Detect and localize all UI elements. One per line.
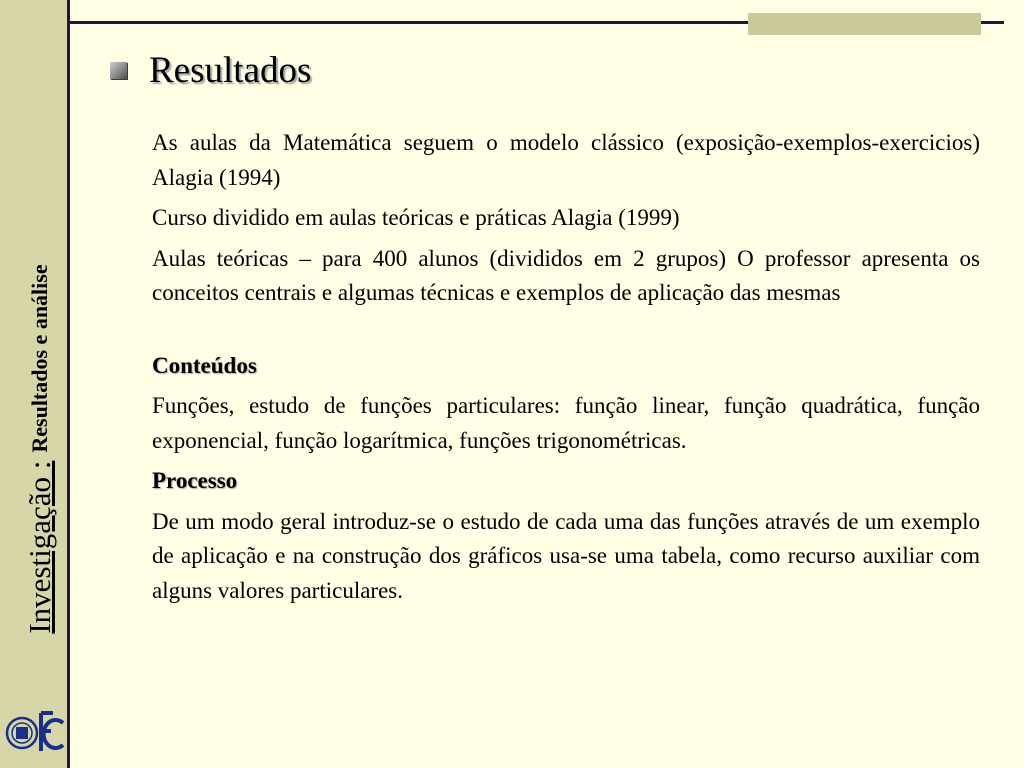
- sidebar-label-main: Investigação :: [22, 460, 57, 634]
- title-row: [110, 47, 311, 93]
- paragraph-conteudos: Funções, estudo de funções particulares: função linear, função quadrática, função exponencial, função logarítmica, funções trigonométricas.: [152, 393, 980, 453]
- sidebar-label-sub: Resultados e análise: [27, 264, 52, 453]
- fc-logo-icon: [5, 705, 65, 760]
- sidebar-label: [10, 214, 70, 684]
- paragraph-curso: Curso dividido em aulas teóricas e práticas Alagia (1999): [152, 205, 680, 230]
- heading-processo: Processo: [152, 468, 238, 493]
- paragraph-aulas-teoricas: Aulas teóricas – para 400 alunos (divididos em 2 grupos) O professor apresenta os conceitos centrais e algumas técnicas e exemplos de aplicação das mesmas: [152, 245, 980, 305]
- paragraph-modelo: As aulas da Matemática seguem o modelo clássico (exposição-exemplos-exercicios) Alagia (1994): [152, 130, 980, 190]
- slide-content: [152, 126, 980, 608]
- top-accent-bar: [748, 13, 981, 35]
- slide-title: Resultados: [149, 49, 312, 91]
- heading-conteudos: Conteúdos: [152, 352, 257, 378]
- paragraph-processo: De um modo geral introduz-se o estudo de cada uma das funções através de um exemplo de aplicação e na construção dos gráficos usa-se uma tabela, como recurso auxiliar com alguns valores particulares.: [152, 508, 980, 603]
- square-bullet-icon: [110, 62, 127, 79]
